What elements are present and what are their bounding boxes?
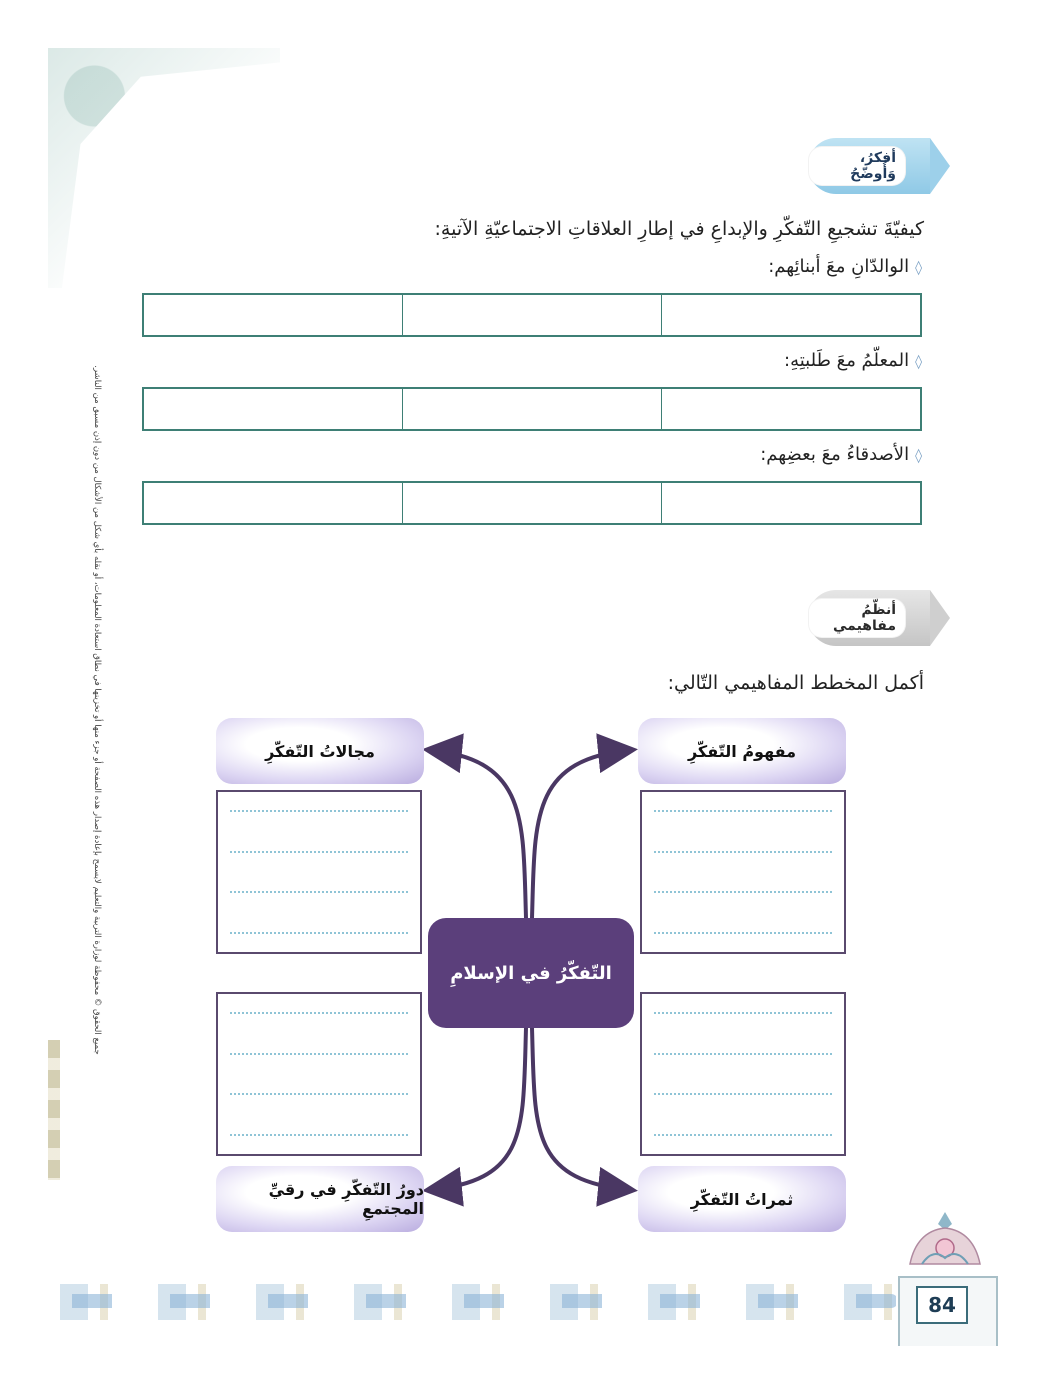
copyright-note: جميع الحقوق © محفوظة لوزارة التربية والتعليم لايسمح بإعادة إصدار هذه الصفحة أو جزء منها أو تخزينها في نطاق استعادة المعلومات، أو نقله بأي شكل من الأشكال من دون إذن مسبق من الناشر. [92, 365, 102, 1055]
dotted-writing-line [654, 1053, 832, 1055]
dotted-writing-line [230, 1093, 408, 1095]
page-number: 84 [916, 1286, 968, 1324]
section1-prompt: كيفيّةَ تشجيعِ التّفكّرِ والإبداعِ في إطارِ العلاقاتِ الاجتماعيّةِ الآتيةِ: [434, 218, 924, 240]
bullet-label: الأصدقاءُ معَ بعضِهم: [760, 444, 910, 465]
dotted-writing-line [654, 1012, 832, 1014]
dotted-writing-line [654, 1093, 832, 1095]
write-box-domains[interactable] [216, 790, 422, 954]
section2-prompt: أكمل المخطط المفاهيمي التّالي: [667, 672, 924, 694]
node-domains-of-reflection: مجالاتُ التّفكّرِ [216, 718, 424, 784]
section-badge-label: أفكرُ، وَأُوضّحُ [808, 146, 906, 186]
bullet-label: المعلّمُ معَ طَلبتِهِ: [784, 350, 910, 371]
arrow-to-society-role [430, 1028, 526, 1190]
dotted-writing-line [230, 1053, 408, 1055]
diamond-bullet-icon: ◊ [915, 354, 922, 370]
dotted-writing-line [230, 891, 408, 893]
dotted-writing-line [654, 932, 832, 934]
dotted-writing-line [230, 1012, 408, 1014]
dotted-writing-line [230, 1134, 408, 1136]
arrow-to-domains [430, 750, 526, 918]
write-box-concept[interactable] [640, 790, 846, 954]
node-concept-of-reflection: مفهومُ التّفكّرِ [638, 718, 846, 784]
dotted-writing-line [230, 851, 408, 853]
dotted-writing-line [654, 1134, 832, 1136]
arrow-to-fruits [532, 1028, 630, 1190]
dotted-writing-line [654, 891, 832, 893]
dotted-writing-line [230, 932, 408, 934]
node-fruits-of-reflection: ثمراتُ التّفكّرِ [638, 1166, 846, 1232]
node-role-in-society: دورُ التّفكّرِ في رقيِّ المجتمعِ [216, 1166, 424, 1232]
dotted-writing-line [230, 810, 408, 812]
dotted-writing-line [654, 851, 832, 853]
center-node-reflection-in-islam: التّفكّرُ في الإسلامِ [428, 918, 634, 1028]
diamond-bullet-icon: ◊ [915, 260, 922, 276]
flower-ornament-icon [900, 1208, 990, 1280]
dotted-writing-line [654, 810, 832, 812]
write-box-fruits[interactable] [640, 992, 846, 1156]
footer-ornament-band [48, 1284, 898, 1320]
arrow-to-concept [532, 750, 630, 918]
write-box-society-role[interactable] [216, 992, 422, 1156]
section-badge-label: أنظّمُ مفاهيمي [808, 598, 906, 638]
bullet-label: الوالدّانِ معَ أبنائِهم: [768, 256, 910, 277]
diamond-bullet-icon: ◊ [915, 448, 922, 464]
